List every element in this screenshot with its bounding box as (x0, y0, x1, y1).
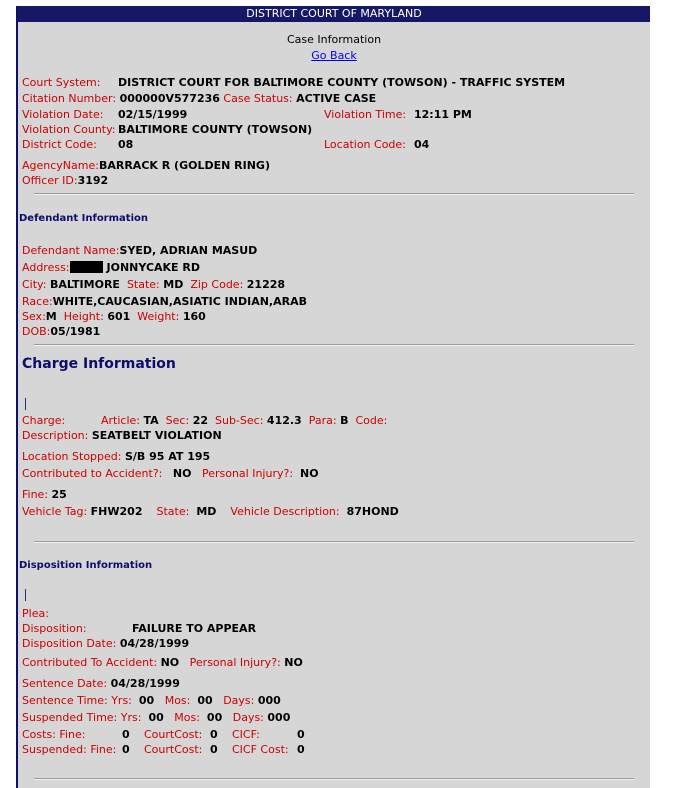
divider (34, 193, 634, 195)
defendant-section-title: Defendant Information (19, 213, 148, 224)
vehicle-state-value: MD (196, 505, 217, 518)
divider (34, 541, 634, 543)
suspended-fine-label: Suspended: Fine: (22, 743, 117, 756)
suspended-time-label: Suspended Time: Yrs: (22, 711, 142, 724)
case-panel (16, 6, 650, 788)
sentence-yrs-value: 00 (138, 694, 155, 707)
vehicle-description-label: Vehicle Description: (230, 505, 340, 518)
para-value: B (340, 414, 349, 427)
article-label: Article: (101, 414, 140, 427)
suspended-court-label: CourtCost: (144, 743, 203, 756)
district-code-value: 08 (118, 138, 134, 151)
violation-county-value: BALTIMORE COUNTY (TOWSON) (118, 123, 313, 136)
charge-injury-value: NO (300, 467, 319, 480)
costs-court-label: CourtCost: (144, 728, 203, 741)
divider (34, 778, 634, 780)
case-status-value: ACTIVE CASE (296, 92, 377, 105)
sec-label: Sec: (165, 414, 190, 427)
page-title: Case Information (286, 33, 382, 46)
sentence-time-label: Sentence Time: Yrs: (22, 694, 132, 707)
disposition-date-label: Disposition Date: (22, 637, 117, 650)
race-label: Race: (22, 295, 53, 308)
suspended-cicf-label: CICF Cost: (232, 743, 289, 756)
sentence-mos-value: 00 (197, 694, 213, 707)
sentence-mos-label: Mos: (164, 694, 191, 707)
dob-label: DOB: (22, 325, 51, 338)
banner-title: DISTRICT COURT OF MARYLAND (246, 7, 422, 20)
redaction-box (70, 261, 103, 273)
weight-value: 160 (182, 310, 206, 323)
sex-label: Sex: (22, 310, 46, 323)
fine-value: 25 (51, 488, 67, 501)
dob-value: 05/1981 (50, 325, 101, 338)
citation-label: Citation Number: (22, 92, 117, 105)
court-system-label: Court System: (22, 76, 101, 89)
weight-label: Weight: (137, 310, 180, 323)
violation-time-label: Violation Time: (324, 108, 407, 121)
plea-label: Plea: (22, 607, 49, 620)
sentence-date-label: Sentence Date: (22, 677, 108, 690)
costs-fine-value: 0 (122, 728, 130, 741)
charge-label: Charge: (22, 414, 66, 427)
officer-value: 3192 (77, 174, 109, 187)
charge-section-title: Charge Information (22, 356, 176, 372)
defendant-name-label: Defendant Name: (22, 244, 120, 257)
disposition-value: FAILURE TO APPEAR (132, 622, 257, 635)
suspended-court-value: 0 (210, 743, 218, 756)
citation-value: 000000V577236 (119, 92, 220, 105)
article-value: TA (143, 414, 159, 427)
city-label: City: (22, 278, 47, 291)
suspended-cicf-value: 0 (297, 743, 305, 756)
charge-accident-value: NO (172, 467, 192, 480)
sentence-days-value: 000 (257, 694, 281, 707)
location-code-value: 04 (414, 138, 430, 151)
vehicle-tag-value: FHW202 (90, 505, 143, 518)
costs-cicf-value: 0 (297, 728, 305, 741)
costs-court-value: 0 (210, 728, 218, 741)
location-stopped-value: S/B 95 AT 195 (124, 450, 211, 463)
suspended-mos-value: 00 (206, 711, 223, 724)
disposition-section-title: Disposition Information (19, 560, 153, 571)
address-label: Address: (22, 261, 70, 274)
zip-value: 21228 (246, 278, 286, 291)
vehicle-tag-label: Vehicle Tag: (22, 505, 88, 518)
para-label: Para: (308, 414, 337, 427)
suspended-mos-label: Mos: (174, 711, 200, 724)
description-label: Description: (22, 429, 89, 442)
city-value: BALTIMORE (49, 278, 120, 291)
description-value: SEATBELT VIOLATION (91, 429, 222, 442)
suspended-fine-value: 0 (122, 743, 130, 756)
suspended-days-label: Days: (232, 711, 264, 724)
state-value: MD (163, 278, 184, 291)
suspended-days-value: 000 (267, 711, 291, 724)
disp-accident-value: NO (160, 656, 180, 669)
violation-date-label: Violation Date: (22, 108, 104, 121)
text-cursor (25, 398, 26, 410)
location-code-label: Location Code: (324, 138, 406, 151)
charge-injury-label: Personal Injury?: (201, 467, 294, 480)
text-cursor (25, 589, 26, 601)
subsec-label: Sub-Sec: (215, 414, 264, 427)
disp-accident-label: Contributed To Accident: (22, 656, 158, 669)
address-value: JONNYCAKE RD (106, 261, 200, 274)
vehicle-description-value: 87HOND (346, 505, 399, 518)
height-value: 601 (107, 310, 131, 323)
sex-value: M (45, 310, 57, 323)
suspended-yrs-value: 00 (148, 711, 164, 724)
code-label: Code: (355, 414, 388, 427)
vehicle-state-label: State: (156, 505, 190, 518)
page-banner (18, 6, 650, 22)
fine-label: Fine: (22, 488, 49, 501)
agency-value: BARRACK R (GOLDEN RING) (98, 159, 270, 172)
violation-county-label: Violation County: (22, 123, 116, 136)
court-system-value: DISTRICT COURT FOR BALTIMORE COUNTY (TOWSON) - TRAFFIC SYSTEM (118, 76, 566, 89)
state-label: State: (126, 278, 160, 291)
defendant-name-value: SYED, ADRIAN MASUD (119, 244, 258, 257)
zip-label: Zip Code: (190, 278, 244, 291)
subsec-value: 412.3 (266, 414, 302, 427)
disposition-date-value: 04/28/1999 (119, 637, 190, 650)
costs-cicf-label: CICF: (232, 728, 260, 741)
height-label: Height: (63, 310, 104, 323)
disposition-label: Disposition: (22, 622, 87, 635)
race-value: WHITE,CAUCASIAN,ASIATIC INDIAN,ARAB (52, 295, 307, 308)
agency-label: AgencyName: (22, 159, 99, 172)
sec-value: 22 (192, 414, 208, 427)
divider (34, 344, 634, 346)
left-border-mark (16, 754, 18, 772)
go-back-link[interactable]: Go Back (311, 49, 357, 62)
charge-accident-label: Contributed to Accident?: (22, 467, 163, 480)
violation-date-value: 02/15/1999 (118, 108, 188, 121)
district-code-label: District Code: (22, 138, 97, 151)
costs-fine-label: Costs: Fine: (22, 728, 86, 741)
sentence-date-value: 04/28/1999 (110, 677, 180, 690)
disp-injury-label: Personal Injury?: (189, 656, 281, 669)
case-status-label: Case Status: (223, 92, 293, 105)
disp-injury-value: NO (284, 656, 303, 669)
officer-label: Officer ID: (22, 174, 78, 187)
violation-time-value: 12:11 PM (414, 108, 472, 121)
sentence-days-label: Days: (223, 694, 255, 707)
location-stopped-label: Location Stopped: (22, 450, 122, 463)
